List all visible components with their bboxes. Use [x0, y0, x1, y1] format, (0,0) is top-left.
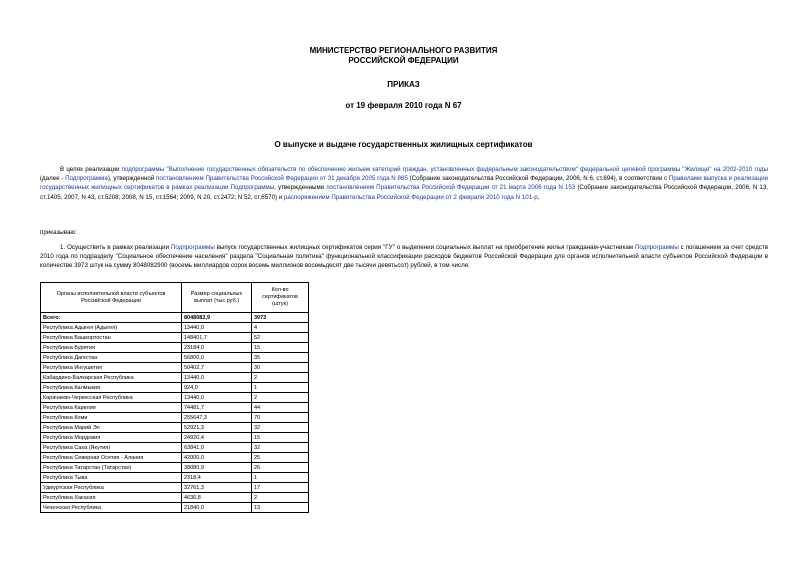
region-cell: Республика Ингушетия [41, 363, 182, 373]
table-row [41, 333, 309, 343]
count-cell: 15 [252, 433, 309, 443]
region-cell: Республика Саха (Якутия) [41, 443, 182, 453]
region-cell: Республика Дагестан [41, 353, 182, 363]
table-row [41, 393, 309, 403]
region-cell: Республика Татарстан (Татарстан) [41, 463, 182, 473]
count-cell: 2 [252, 393, 309, 403]
table-row [41, 503, 309, 513]
table-row [41, 483, 309, 493]
table-row [41, 473, 309, 483]
count-cell: 32 [252, 423, 309, 433]
count-cell: 17 [252, 483, 309, 493]
table-row [41, 343, 309, 353]
table-row [41, 363, 309, 373]
amount-cell: 63841,0 [182, 443, 252, 453]
amount-cell: 42000,0 [182, 453, 252, 463]
preamble-text-5: , утвержденными [274, 184, 327, 192]
region-cell: Карачаево-Черкесская Республика [41, 393, 182, 403]
total-amount: 8048082,9 [182, 313, 252, 323]
region-cell: Удмуртская Республика [41, 483, 182, 493]
item-1-subprogram-link[interactable]: Подпрограммы [170, 244, 215, 251]
count-cell: 25 [252, 453, 309, 463]
count-cell: 2 [252, 373, 309, 383]
certificates-table [40, 282, 309, 513]
header-amount: Размер социальных выплат (тыс.руб.) [182, 283, 252, 313]
count-cell: 15 [252, 343, 309, 353]
count-cell: 35 [252, 353, 309, 363]
region-cell: Республика Мордовия [41, 433, 182, 443]
amount-cell: 52921,3 [182, 423, 252, 433]
preamble-paragraph [40, 165, 768, 202]
table-row [41, 403, 309, 413]
count-cell: 13 [252, 503, 309, 513]
table-row [41, 443, 309, 453]
region-cell: Республика Бурятия [41, 343, 182, 353]
amount-cell: 2318,4 [182, 473, 252, 483]
amount-cell: 50402,7 [182, 363, 252, 373]
ministry-line-2: РОССИЙСКОЙ ФЕДЕРАЦИИ [348, 56, 459, 65]
table-row [41, 323, 309, 333]
amount-cell: 21840,0 [182, 503, 252, 513]
count-cell: 2 [252, 493, 309, 503]
table-body [41, 313, 309, 513]
preamble-text-6: (Собрание законодательства Российской Федерации, 2006, N 13, ст.1405; 2007, N 43, ст.5208; 2008, N 15, ст.1564; 2009, N 20, ст.2472; N 52, ст.6570) и [40, 184, 768, 201]
table-row [41, 423, 309, 433]
region-cell: Республика Коми [41, 413, 182, 423]
total-label: Всего: [41, 313, 182, 323]
order-101r-link[interactable]: распоряжением Правительства Российской Федерации от 2 февраля 2010 года N 101-р [283, 193, 538, 201]
rules-link[interactable]: Правилами выпуска и реализации государственных жилищных сертификатов в рамках реализации Подпрограммы [40, 175, 768, 192]
amount-cell: 24920,4 [182, 433, 252, 443]
amount-cell: 4636,8 [182, 493, 252, 503]
order-word: приказываю: [40, 229, 77, 236]
item-1-text-1: 1. Осуществить в рамках реализации [60, 244, 171, 251]
region-cell: Республика Адыгея (Адыгея) [41, 323, 182, 333]
preamble-text-2: (далее - [40, 175, 66, 183]
amount-cell: 13440,0 [182, 393, 252, 403]
amount-cell: 38080,9 [182, 463, 252, 473]
amount-cell: 56800,0 [182, 353, 252, 363]
region-cell: Республика Калмыкия [41, 383, 182, 393]
count-cell: 1 [252, 473, 309, 483]
table-row [41, 433, 309, 443]
region-cell: Республика Тыва [41, 473, 182, 483]
count-cell: 30 [252, 363, 309, 373]
preamble-text-3: ), утвержденной [107, 175, 157, 183]
total-count: 3973 [252, 313, 309, 323]
region-cell: Кабардино-Балкарская Республика [41, 373, 182, 383]
subprogram-link[interactable]: подпрограммы "Выполнение государственных обязательств по обеспечению жильем категорий граждан, установленных федеральным законодательством" федеральной целевой программы "Жилище" на 2002-2010 годы [121, 166, 768, 173]
preamble-text-1: В целях реализации [60, 166, 122, 173]
header-region: Органы исполнительной власти субъектов Российской Федерации [41, 283, 182, 313]
region-cell: Республика Хакасия [41, 493, 182, 503]
count-cell: 44 [252, 403, 309, 413]
item-1-paragraph [40, 243, 768, 271]
amount-cell: 32761,3 [182, 483, 252, 493]
item-1-subprogram-link-2[interactable]: Подпрограммы [634, 244, 679, 251]
table-row [41, 463, 309, 473]
header-count: Кол-во сертификатов (штук) [252, 283, 309, 313]
count-cell: 26 [252, 463, 309, 473]
amount-cell: 23184,0 [182, 343, 252, 353]
amount-cell: 74481,7 [182, 403, 252, 413]
count-cell: 52 [252, 333, 309, 343]
item-1-text-3: с погашением за счет средств 2010 года по подразделу "Социальное обеспечение населения" раздела "Социальная политика" функциональной классификации расходов бюджетов Российской Федерации для органов исполнительной власти субъектов Российской Федерации в количестве 3973 штук на сумму 8048082900 (восемь миллиардов сорок восемь миллионов восемьдесят две тысячи девятьсот) рублей, в том числе: [40, 244, 769, 270]
subprogram-short-link[interactable]: Подпрограмма [65, 175, 108, 183]
region-cell: Республика Карелия [41, 403, 182, 413]
table-row [41, 413, 309, 423]
amount-cell: 13440,0 [182, 323, 252, 333]
count-cell: 70 [252, 413, 309, 423]
item-1-text-2: выпуск государственных жилищных сертификатов серии "ГУ" о выделении социальных выплат на приобретение жилья гражданам-участникам [214, 244, 635, 251]
document-type: ПРИКАЗ [387, 80, 420, 89]
amount-cell: 13440,0 [182, 373, 252, 383]
table-row [41, 453, 309, 463]
table-row [41, 373, 309, 383]
preamble-text-4: (Собрание законодательства Российской Федерации, 2006, N 6, ст.694), в соответствии с [407, 175, 669, 183]
count-cell: 4 [252, 323, 309, 333]
preamble-text-7: , [537, 193, 540, 201]
count-cell: 1 [252, 383, 309, 393]
ministry-line-1: МИНИСТЕРСТВО РЕГИОНАЛЬНОГО РАЗВИТИЯ [309, 46, 498, 55]
amount-cell: 255647,3 [182, 413, 252, 423]
region-cell: Республика Северная Осетия - Алания [41, 453, 182, 463]
ministry-heading [0, 46, 807, 66]
document-title: О выпуске и выдаче государственных жилищных сертификатов [274, 140, 533, 149]
region-cell: Республика Марий Эл [41, 423, 182, 433]
count-cell: 32 [252, 443, 309, 453]
region-cell: Республика Башкортостан [41, 333, 182, 343]
table-row [41, 383, 309, 393]
decree-153-link[interactable]: постановлением Правительства Российской Федерации от 21 марта 2006 года N 153 [326, 184, 576, 192]
table-row [41, 493, 309, 503]
table-header-row [41, 283, 309, 313]
decree-865-link[interactable]: постановлением Правительства Российской Федерации от 31 декабря 2005 года N 865 [156, 175, 408, 183]
table-total-row [41, 313, 309, 323]
table-row [41, 353, 309, 363]
region-cell: Чеченская Республика [41, 503, 182, 513]
amount-cell: 148401,7 [182, 333, 252, 343]
document-date-number: от 19 февраля 2010 года N 67 [345, 101, 462, 110]
amount-cell: 924,0 [182, 383, 252, 393]
